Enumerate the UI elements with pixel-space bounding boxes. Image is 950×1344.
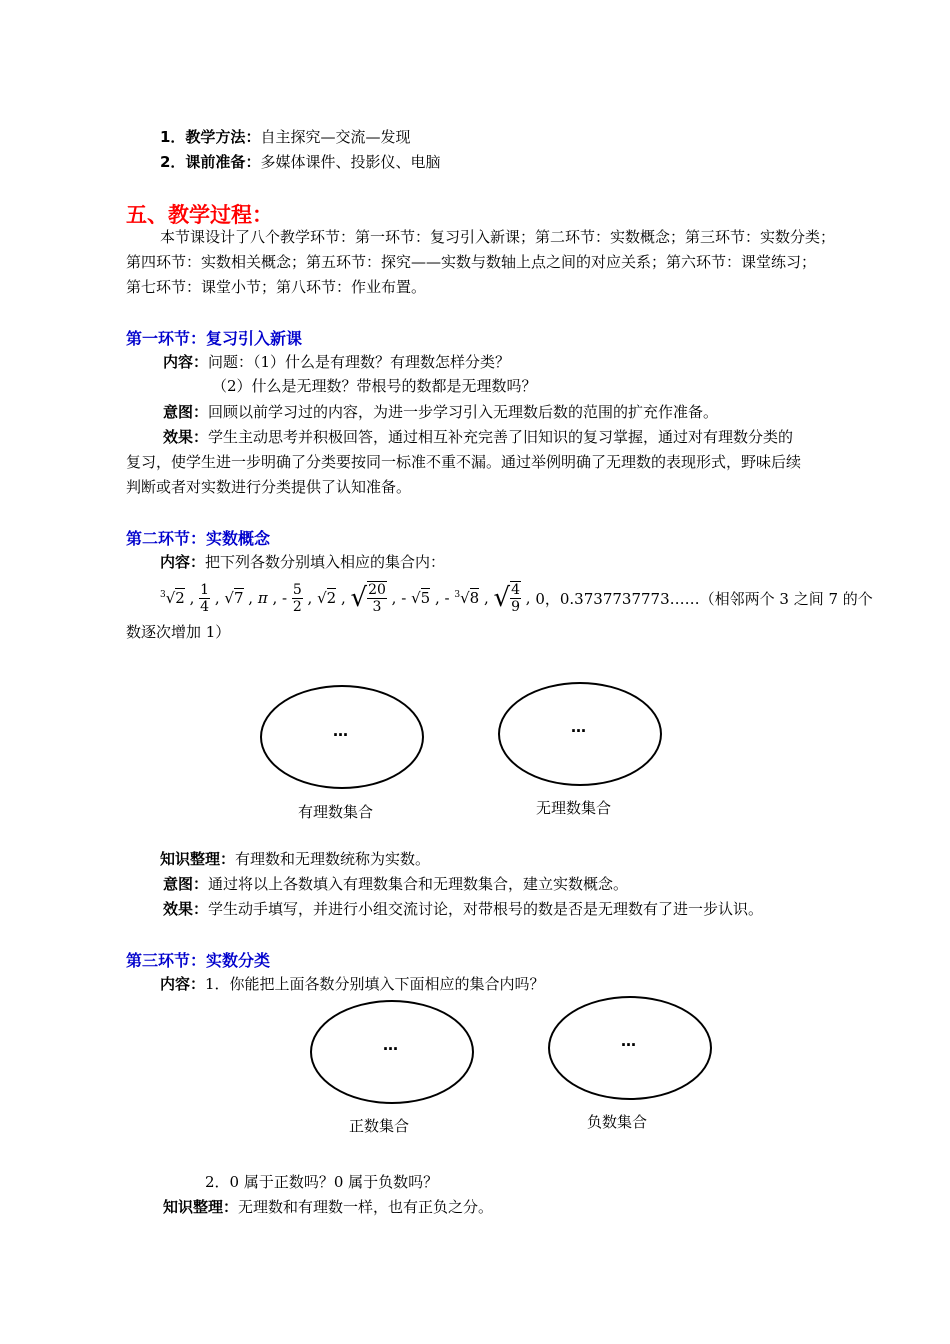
positive-set-label: 正数集合 xyxy=(349,1117,410,1135)
stage3-question-2: 2．0 属于正数吗？0 属于负数吗？ xyxy=(205,1173,439,1191)
stage2-knowledge-label: 知识整理： xyxy=(160,850,236,868)
sqrt-radicand: 7 xyxy=(233,589,244,607)
stage3-content-text: 1．你能把上面各数分别填入下面相应的集合内吗？ xyxy=(205,975,545,993)
sqrt-20-3: √ $\frac{20}{3}$ xyxy=(350,582,386,615)
fraction-denominator: 3 xyxy=(372,599,382,615)
rational-set-dots: … xyxy=(333,722,348,740)
stage2-knowledge-text: 有理数和无理数统称为实数。 xyxy=(235,850,431,868)
stage1-content xyxy=(163,352,510,372)
cube-root-index: 3 xyxy=(454,590,461,600)
stage2-effect xyxy=(163,899,763,919)
fraction-numerator: 5 xyxy=(292,581,302,598)
fraction-numerator: 1 xyxy=(200,581,210,598)
stage1-effect-line-1: 学生主动思考并积极回答，通过相互补充完善了旧知识的复习掌握，通过对有理数分类的 xyxy=(208,428,794,446)
intro-line-1: 本节课设计了八个教学环节：第一环节：复习引入新课；第二环节：实数概念；第三环节：实数分类； xyxy=(160,228,836,246)
stage1-intent xyxy=(163,402,718,422)
prep-item-1-text: 自主探究—交流—发现 xyxy=(260,128,411,146)
minus-sign: - xyxy=(444,589,450,607)
irrational-set-dots: … xyxy=(571,718,586,736)
negative-set-label: 负数集合 xyxy=(587,1113,648,1131)
stage1-content-2: （2）什么是无理数？带根号的数都是无理数吗？ xyxy=(212,377,537,395)
negative-set-dots: … xyxy=(621,1032,636,1050)
stage2-intent-text: 通过将以上各数填入有理数集合和无理数集合，建立实数概念。 xyxy=(208,875,629,893)
sqrt-5: √5 xyxy=(411,589,431,607)
fraction-5-2 xyxy=(292,582,303,615)
stage2-intent-label: 意图： xyxy=(163,875,209,893)
intro-line-2: 第四环节：实数相关概念；第五环节：探究——实数与数轴上点之间的对应关系；第六环节：课堂练习； xyxy=(126,253,817,271)
stage2-heading: 第二环节：实数概念 xyxy=(126,529,271,548)
stage1-effect-line-3: 判断或者对实数进行分类提供了认知准备。 xyxy=(126,478,412,496)
cube-root-index: 3 xyxy=(160,590,166,600)
prep-item-2-label: 2．课前准备： xyxy=(160,153,261,171)
stage2-effect-text: 学生动手填写，并进行小组交流讨论，对带根号的数是否是无理数有了进一步认识。 xyxy=(208,900,764,918)
stage1-intent-text: 回顾以前学习过的内容，为进一步学习引入无理数后数的范围的扩充作准备。 xyxy=(208,403,719,421)
number-list-tail: 0，0.3737737773……（相邻两个 3 之间 7 的个 xyxy=(535,589,873,608)
stage2-intent xyxy=(163,874,628,894)
fraction-denominator: 9 xyxy=(511,599,521,615)
stage2-content xyxy=(160,552,445,572)
fraction-1-4 xyxy=(199,582,210,615)
intro-line-3: 第七环节：课堂小节；第八环节：作业布置。 xyxy=(126,278,427,296)
stage1-intent-label: 意图： xyxy=(163,403,209,421)
fraction-denominator: 4 xyxy=(200,598,210,615)
fraction-denominator: 2 xyxy=(292,598,302,615)
stage1-content-label: 内容： xyxy=(163,353,209,371)
stage3-heading: 第三环节：实数分类 xyxy=(126,951,271,970)
stage3-knowledge-text: 无理数和有理数一样，也有正负之分。 xyxy=(238,1198,494,1216)
fraction-numerator: 20 xyxy=(368,582,386,598)
stage1-effect xyxy=(163,427,793,447)
cube-root-radicand: 2 xyxy=(175,589,185,607)
stage2-effect-label: 效果： xyxy=(163,900,209,918)
stage1-effect-line-2: 复习，使学生进一步明确了分类要按同一标准不重不漏。通过举例明确了无理数的表现形式，野味后续 xyxy=(126,453,802,471)
rational-set-label: 有理数集合 xyxy=(298,803,374,821)
stage3-knowledge xyxy=(163,1197,493,1217)
sqrt-radicand: 2 xyxy=(326,589,337,607)
fraction-numerator: 4 xyxy=(511,582,521,598)
sqrt-7: √7 xyxy=(224,589,244,607)
pi-symbol: π xyxy=(257,589,268,607)
irrational-set-label: 无理数集合 xyxy=(536,799,612,817)
number-list-tail-2: 数逐次增加 1） xyxy=(126,623,231,641)
stage3-content-label: 内容： xyxy=(160,975,206,993)
minus-sign: - xyxy=(401,589,407,607)
cube-root-radicand: 8 xyxy=(469,589,480,607)
stage3-knowledge-label: 知识整理： xyxy=(163,1198,239,1216)
stage3-content xyxy=(160,974,545,994)
prep-item-2-text: 多媒体课件、投影仪、电脑 xyxy=(260,153,441,171)
sqrt-4-9: √ $\frac{4}{9}$ xyxy=(493,582,521,615)
stage2-content-text: 把下列各数分别填入相应的集合内： xyxy=(205,553,446,571)
stage1-effect-label: 效果： xyxy=(163,428,209,446)
prep-item-1-label: 1．教学方法： xyxy=(160,128,261,146)
sqrt-radicand: 5 xyxy=(420,589,431,607)
stage1-heading: 第一环节：复习引入新课 xyxy=(126,329,303,348)
prep-item-2 xyxy=(160,152,440,172)
minus-sign: - xyxy=(281,589,288,607)
cube-root-8: $^3$√8 xyxy=(454,589,480,607)
stage2-content-label: 内容： xyxy=(160,553,206,571)
sqrt-2: √2 xyxy=(317,589,337,607)
number-list: $^3$√2 , $\frac{1}{4}$ , √7 , π , - $\frac{5}{2}$ , √2 , √ $\frac{20}{3}$ , - √5 , - $^3$√8 , √ $\frac{4}{9}$ , 0，0.3737737773……（相邻两个 3 之间 7 的个 xyxy=(160,581,873,615)
positive-set-dots: … xyxy=(383,1036,398,1054)
cube-root-2: $^3$√2 xyxy=(160,589,185,607)
stage2-knowledge xyxy=(160,849,430,869)
section-heading: 五、教学过程： xyxy=(126,203,273,227)
prep-item-1 xyxy=(160,127,410,147)
stage1-content-text: 问题：（1）什么是有理数？有理数怎样分类？ xyxy=(208,353,511,371)
